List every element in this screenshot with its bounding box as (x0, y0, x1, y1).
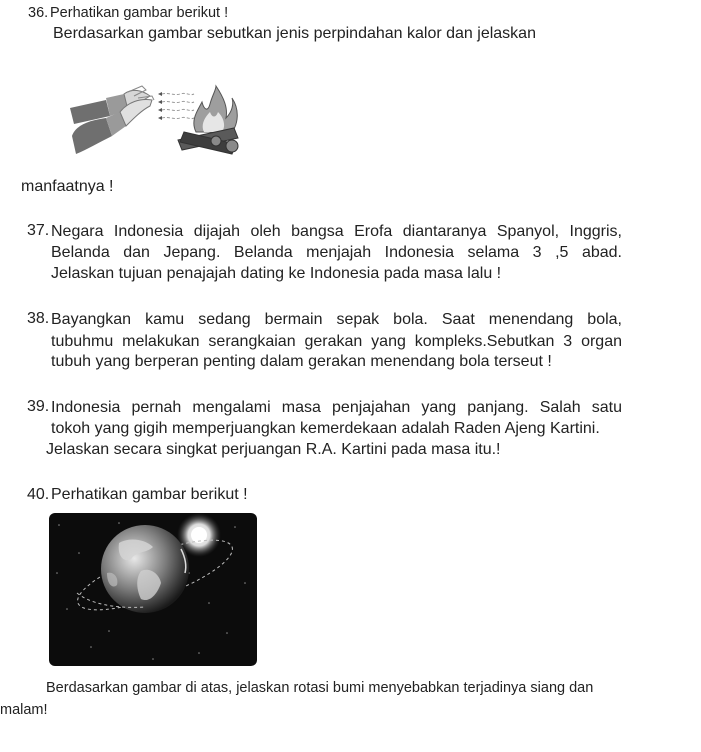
hands-warming-by-fire-illustration (66, 84, 246, 160)
question-continuation: malam! (0, 702, 48, 718)
question-number: 40. (27, 486, 50, 503)
question-text-line-3: Jelaskan secara singkat perjuangan R.A. Kartini pada masa itu.! (46, 441, 501, 458)
question-text-line-2: tubuhmu melakukan serangkaian gerakan yang kompleks.Sebutkan 3 organ (51, 333, 622, 350)
question-text-line-1: Indonesia pernah mengalami masa penjajahan yang panjang. Salah satu (51, 399, 622, 416)
question-instruction: Berdasarkan gambar di atas, jelaskan rotasi bumi menyebabkan terjadinya siang dan (46, 680, 594, 696)
question-number: 37. (27, 222, 50, 239)
question-text-line-3: tubuh yang berperan penting dalam gerakan menendang bola terseut ! (51, 353, 552, 370)
question-continuation: manfaatnya ! (21, 178, 114, 195)
earth-sun-orbit-illustration (49, 513, 257, 666)
question-text-line-1: Bayangkan kamu sedang bermain sepak bola. Saat menendang bola, (51, 311, 622, 328)
question-title: Perhatikan gambar berikut ! (51, 486, 248, 503)
question-number: 39. (27, 398, 50, 415)
question-text-line-1: Negara Indonesia dijajah oleh bangsa Erofa diantaranya Spanyol, Inggris, (51, 223, 622, 240)
question-text-line-2: tokoh yang gigih memperjuangkan kemerdekaan adalah Raden Ajeng Kartini. (51, 420, 600, 437)
question-text-line-2: Belanda dan Jepang. Belanda menjajah Indonesia selama 3 ,5 abad. (51, 244, 622, 261)
question-text-line-3: Jelaskan tujuan penajajah dating ke Indonesia pada masa lalu ! (51, 265, 502, 282)
question-title: Perhatikan gambar berikut ! (50, 5, 229, 21)
question-instruction: Berdasarkan gambar sebutkan jenis perpindahan kalor dan jelaskan (53, 25, 536, 42)
question-number: 36. (28, 5, 49, 21)
question-number: 38. (27, 310, 50, 327)
